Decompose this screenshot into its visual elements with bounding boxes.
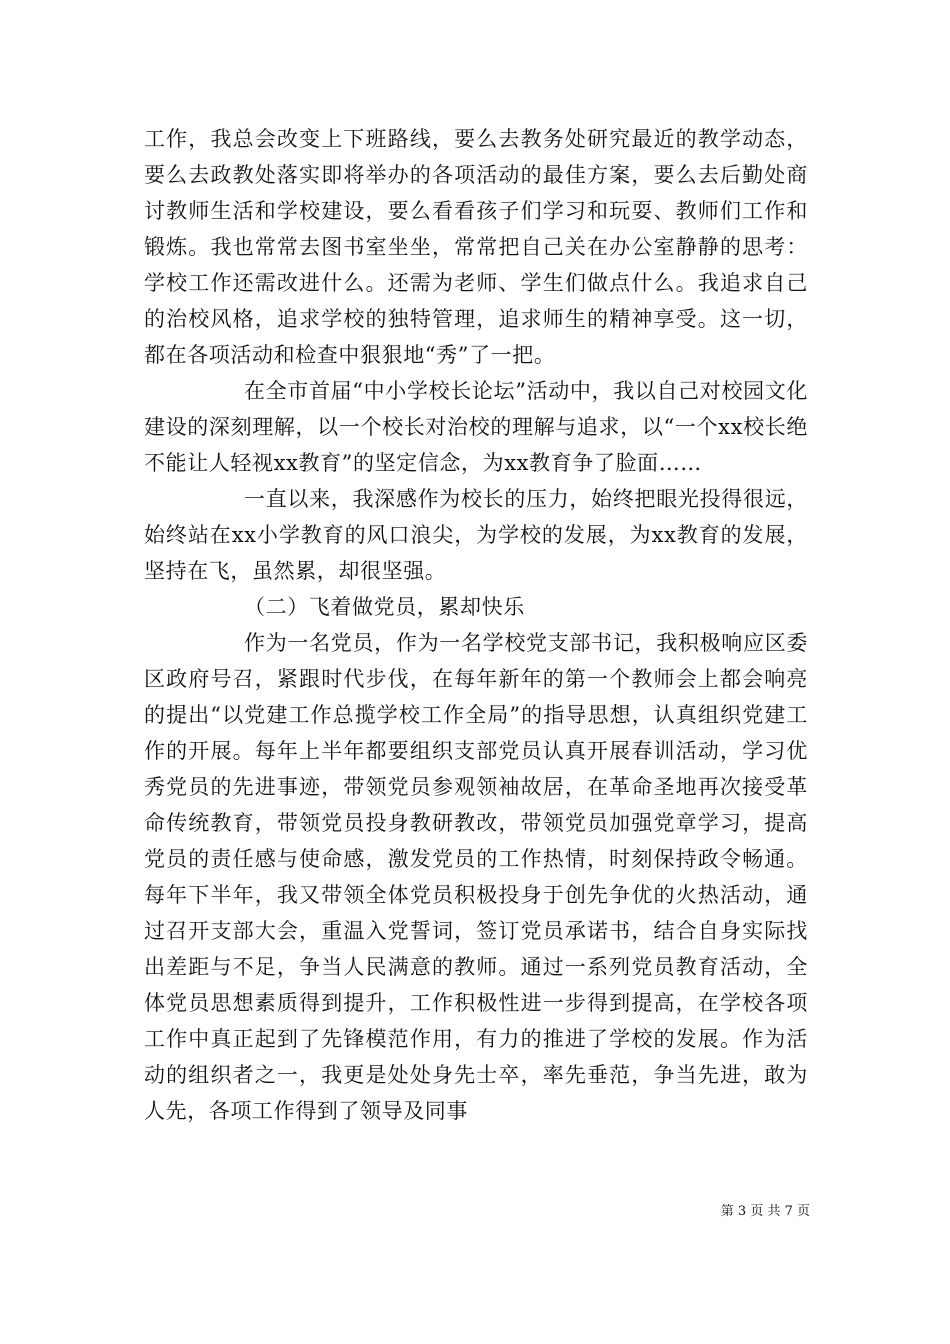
- paragraph-1: 工作，我总会改变上下班路线，要么去教务处研究最近的教学动态，要么去政教处落实即将举办的各项活动的最佳方案，要么去后勤处商讨教师生活和学校建设，要么看看孩子们学习和玩耍、教师们工作和锻炼。我也常常去图书室坐坐，常常把自己关在办公室静静的思考：学校工作还需改进什么。还需为老师、学生们做点什么。我追求自己的治校风格，追求学校的独特管理，追求师生的精神享受。这一切，都在各项活动和检查中狠狠地“秀”了一把。: [144, 127, 808, 367]
- section-heading: （二）飞着做党员，累却快乐: [244, 595, 525, 619]
- paragraph-3: 一直以来，我深感作为校长的压力，始终把眼光投得很远，始终站在xx小学教育的风口浪尖，为学校的发展，为xx教育的发展，坚持在飞，虽然累，却很坚强。: [144, 487, 808, 583]
- document-body: [144, 121, 808, 1129]
- paragraph-4: 作为一名党员，作为一名学校党支部书记，我积极响应区委区政府号召，紧跟时代步伐，在每年新年的第一个教师会上都会响亮的提出“以党建工作总揽学校工作全局”的指导思想，认真组织党建工作的开展。每年上半年都要组织支部党员认真开展春训活动，学习优秀党员的先进事迹，带领党员参观领袖故居，在革命圣地再次接受革命传统教育，带领党员投身教研教改，带领党员加强党章学习，提高党员的责任感与使命感，激发党员的工作热情，时刻保持政令畅通。每年下半年，我又带领全体党员积极投身于创先争优的火热活动，通过召开支部大会，重温入党誓词，签订党员承诺书，结合自身实际找出差距与不足，争当人民满意的教师。通过一系列党员教育活动，全体党员思想素质得到提升，工作积极性进一步得到提高，在学校各项工作中真正起到了先锋模范作用，有力的推进了学校的发展。作为活动的组织者之一，我更是处处身先士卒，率先垂范，争当先进，敢为人先，各项工作得到了领导及同事: [144, 631, 808, 1123]
- page-number-footer: 第 3 页 共 7 页: [720, 1204, 810, 1219]
- paragraph-2: 在全市首届“中小学校长论坛”活动中，我以自己对校园文化建设的深刻理解，以一个校长对治校的理解与追求，以“一个xx校长绝不能让人轻视xx教育”的坚定信念，为xx教育争了脸面……: [144, 379, 808, 475]
